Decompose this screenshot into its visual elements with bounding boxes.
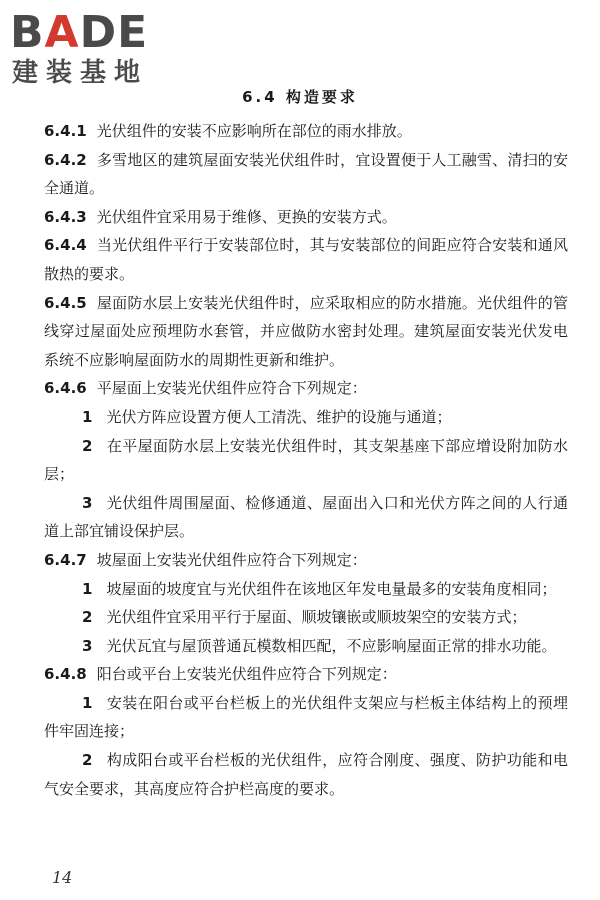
clause bbox=[44, 203, 568, 232]
logo-subtitle: 建装基地 bbox=[12, 58, 149, 88]
section-title: 6.4 构造要求 bbox=[242, 88, 358, 106]
sub-item-text: 光伏组件宜采用平行于屋面、顺坡镶嵌或顺坡架空的安装方式； bbox=[106, 608, 527, 627]
sub-item bbox=[44, 689, 568, 746]
sub-item-number: 2 bbox=[82, 608, 93, 627]
sub-item bbox=[44, 632, 568, 661]
clause-text: 屋面防水层上安装光伏组件时，应采取相应的防水措施。光伏组件的管线穿过屋面处应预埋防水套管，并应做防水密封处理。建筑屋面安装光伏发电系统不应影响屋面防水的周期性更新和维护。 bbox=[44, 293, 568, 369]
clause-text: 平屋面上安装光伏组件应符合下列规定： bbox=[96, 379, 367, 398]
sub-item bbox=[44, 432, 568, 489]
clause-number: 6.4.1 bbox=[44, 122, 87, 140]
sub-item bbox=[44, 489, 568, 546]
sub-item-text: 在平屋面防水层上安装光伏组件时，其支架基座下部应增设附加防水层； bbox=[44, 436, 568, 484]
clause bbox=[44, 374, 568, 403]
sub-item-number: 2 bbox=[82, 751, 93, 770]
clause bbox=[44, 660, 568, 689]
clause-number: 6.4.5 bbox=[44, 293, 87, 312]
sub-item bbox=[44, 403, 568, 432]
clause-text: 当光伏组件平行于安装部位时，其与安装部位的间距应符合安装和通风散热的要求。 bbox=[44, 236, 568, 283]
sub-item bbox=[44, 746, 568, 803]
clause bbox=[44, 546, 568, 575]
clause-number: 6.4.4 bbox=[44, 236, 87, 255]
clause-text: 阳台或平台上安装光伏组件应符合下列规定： bbox=[96, 665, 397, 684]
sub-item-number: 1 bbox=[82, 579, 93, 598]
sub-item-text: 光伏方阵应设置方便人工清洗、维护的设施与通道； bbox=[106, 407, 452, 426]
clause-text: 多雪地区的建筑屋面安装光伏组件时，宜设置便于人工融雪、清扫的安全通道。 bbox=[44, 150, 568, 198]
sub-item-text: 安装在阳台或平台栏板上的光伏组件支架应与栏板主体结构上的预埋件牢固连接； bbox=[44, 693, 568, 741]
clause-number: 6.4.8 bbox=[44, 665, 87, 684]
sub-item-number: 3 bbox=[82, 636, 93, 655]
sub-item-text: 光伏瓦宜与屋顶普通瓦模数相匹配，不应影响屋面正常的排水功能。 bbox=[106, 636, 557, 655]
logo-letter-a: A bbox=[44, 7, 80, 58]
sub-item-text: 构成阳台或平台栏板的光伏组件，应符合刚度、强度、防护功能和电气安全要求，其高度应符合护栏高度的要求。 bbox=[44, 751, 568, 798]
logo-letters-de: DE bbox=[79, 7, 149, 58]
clause-text: 光伏组件的安装不应影响所在部位的雨水排放。 bbox=[96, 122, 412, 140]
clause-number: 6.4.6 bbox=[44, 379, 87, 398]
sub-item-text: 光伏组件周围屋面、检修通道、屋面出入口和光伏方阵之间的人行通道上部宜铺设保护层。 bbox=[44, 493, 568, 541]
bade-logo bbox=[10, 8, 180, 88]
logo-letter-b: B bbox=[10, 7, 45, 58]
sub-item bbox=[44, 603, 568, 632]
clause-text: 坡屋面上安装光伏组件应符合下列规定： bbox=[96, 550, 367, 569]
logo-wordmark bbox=[10, 8, 148, 58]
clause bbox=[44, 289, 568, 375]
sub-item-number: 1 bbox=[82, 407, 93, 426]
page-number: 14 bbox=[52, 868, 73, 887]
sub-item bbox=[44, 575, 568, 604]
sub-item-text: 坡屋面的坡度宜与光伏组件在该地区年发电量最多的安装角度相同； bbox=[106, 579, 557, 598]
clause-number: 6.4.7 bbox=[44, 550, 87, 569]
clause bbox=[44, 231, 568, 288]
sub-item-number: 1 bbox=[82, 693, 93, 712]
clause-text: 光伏组件宜采用易于维修、更换的安装方式。 bbox=[96, 207, 397, 226]
clause bbox=[44, 146, 568, 203]
clause bbox=[44, 117, 568, 146]
clause-number: 6.4.3 bbox=[44, 207, 87, 226]
sub-item-number: 3 bbox=[82, 493, 93, 512]
sub-item-number: 2 bbox=[82, 436, 93, 455]
clause-list bbox=[44, 117, 568, 803]
clause-number: 6.4.2 bbox=[44, 150, 87, 169]
